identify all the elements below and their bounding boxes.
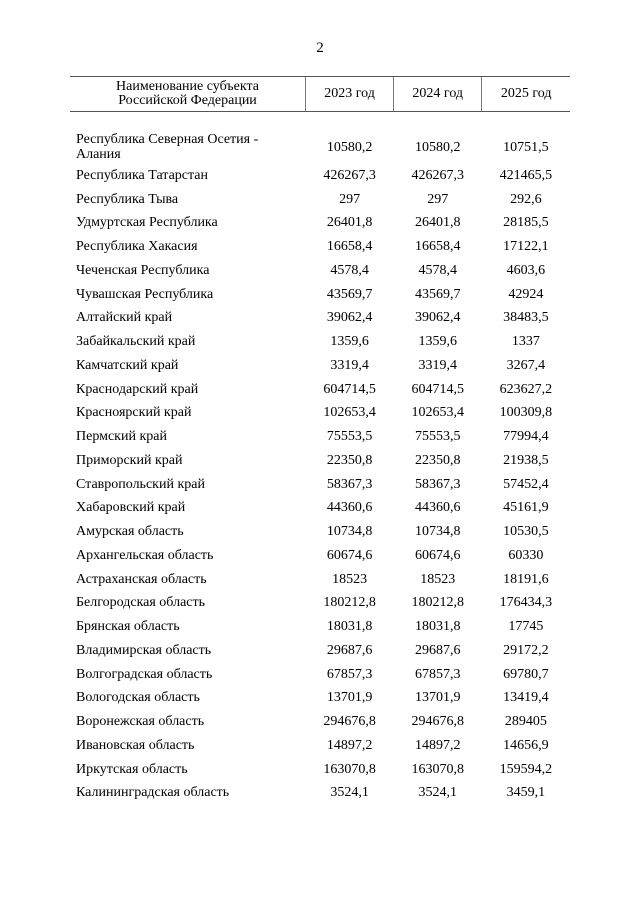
- row-value-2024: 26401,8: [414, 215, 461, 231]
- table-row: [70, 212, 570, 236]
- row-value-2025: 3459,1: [506, 785, 546, 801]
- row-subject-name: [70, 130, 306, 164]
- row-value-2024: 1359,6: [418, 334, 457, 350]
- row-subject-name: Республика Тыва: [76, 191, 179, 207]
- row-value-2025: 13419,4: [503, 690, 549, 706]
- table-row: [70, 402, 570, 426]
- row-subject-name: Ивановская область: [76, 737, 195, 753]
- row-value-2024: 75553,5: [414, 429, 461, 445]
- row-value-2024: 39062,4: [414, 310, 461, 326]
- row-value-2024: 44360,6: [414, 500, 461, 516]
- row-value-2025: 38483,5: [503, 310, 549, 326]
- row-subject-name: Чеченская Республика: [76, 262, 210, 278]
- row-subject-name: Краснодарский край: [76, 381, 199, 397]
- row-subject-line2: Алания: [76, 147, 121, 162]
- header-subject-line2: Российской Федерации: [118, 93, 257, 108]
- page-number: 2: [316, 40, 324, 56]
- table-row: [70, 544, 570, 568]
- row-value-2023: 44360,6: [326, 500, 373, 516]
- row-value-2023: 294676,8: [323, 714, 376, 730]
- table-row: [70, 307, 570, 331]
- row-value-2023: 43569,7: [326, 286, 373, 302]
- row-subject-name: Белгородская область: [76, 595, 206, 611]
- row-subject-name: Владимирская область: [76, 642, 212, 658]
- header-2023: 2023 год: [306, 77, 394, 112]
- row-value-2024: 3319,4: [418, 357, 457, 373]
- header-2025: 2025 год: [482, 77, 570, 112]
- row-value-2023: 3319,4: [330, 357, 369, 373]
- row-value-2023: 58367,3: [326, 476, 373, 492]
- row-value-2024: 163070,8: [411, 761, 464, 777]
- header-subject-name: [70, 77, 306, 112]
- row-value-2023: 3524,1: [330, 785, 369, 801]
- row-value-2025: 45161,9: [503, 500, 549, 516]
- table-row: [70, 687, 570, 711]
- row-value-2024: 22350,8: [414, 452, 461, 468]
- row-value-2024: 13701,9: [414, 690, 461, 706]
- row-value-2024: 604714,5: [411, 381, 464, 397]
- header-2024: 2024 год: [394, 77, 482, 112]
- row-subject-name: Брянская область: [76, 619, 180, 635]
- row-subject-name: Амурская область: [76, 524, 184, 540]
- row-value-2025: 159594,2: [499, 761, 553, 777]
- table-row: [70, 782, 570, 806]
- table-row: [70, 568, 570, 592]
- row-subject-name: Приморский край: [76, 452, 183, 468]
- table-spacer: [70, 112, 570, 131]
- row-value-2024: 102653,4: [411, 405, 464, 421]
- row-value-2024: 297: [427, 191, 449, 207]
- row-value-2023: 39062,4: [326, 310, 373, 326]
- row-subject-name: Камчатский край: [76, 357, 179, 373]
- row-subject-name: Пермский край: [76, 429, 167, 445]
- row-subject-name: Республика Хакасия: [76, 239, 198, 255]
- row-value-2025: 14656,9: [503, 737, 549, 753]
- row-value-2024: 3524,1: [418, 785, 457, 801]
- row-value-2025: 18191,6: [503, 571, 549, 587]
- table-row: [70, 425, 570, 449]
- row-value-2025: 21938,5: [503, 452, 549, 468]
- row-value-2024: 16658,4: [414, 239, 461, 255]
- row-subject-name: Забайкальский край: [76, 334, 196, 350]
- table-row: [70, 235, 570, 259]
- row-value-2024: 29687,6: [414, 642, 461, 658]
- table-row: [70, 615, 570, 639]
- row-subject-name: Алтайский край: [76, 310, 173, 326]
- table-row: [70, 473, 570, 497]
- row-value-2023: 4578,4: [330, 262, 369, 278]
- row-value-2025: 17122,1: [503, 239, 549, 255]
- row-value-2023: 426267,3: [323, 167, 376, 183]
- row-value-2025: 289405: [504, 714, 547, 730]
- row-value-2025: 1337: [511, 334, 540, 350]
- row-subject-name: Иркутская область: [76, 761, 188, 777]
- row-subject-name: Астраханская область: [76, 571, 207, 587]
- row-value-2023: 604714,5: [323, 381, 376, 397]
- row-value-2025: 100309,8: [499, 405, 553, 421]
- row-value-2023: 18031,8: [326, 619, 373, 635]
- table-row: [70, 710, 570, 734]
- row-value-2023: 16658,4: [326, 239, 373, 255]
- row-value-2023: 29687,6: [326, 642, 373, 658]
- row-value-2025: 42924: [508, 286, 544, 302]
- row-value-2025: 4603,6: [506, 262, 546, 278]
- row-value-2024: 10580,2: [414, 139, 461, 155]
- row-value-2023: 60674,6: [326, 547, 373, 563]
- table-row: [70, 283, 570, 307]
- row-value-2025: 292,6: [510, 191, 542, 207]
- row-value-2024: 14897,2: [414, 737, 461, 753]
- row-value-2024: 426267,3: [411, 167, 464, 183]
- row-subject-name: Архангельская область: [76, 547, 214, 563]
- table-row: [70, 663, 570, 687]
- row-value-2025: 28185,5: [503, 215, 549, 231]
- row-subject-name: Ставропольский край: [76, 476, 205, 492]
- row-value-2023: 297: [339, 191, 361, 207]
- row-value-2025: 60330: [508, 547, 544, 563]
- table-row: [70, 259, 570, 283]
- table-row: [70, 592, 570, 616]
- row-value-2025: 77994,4: [503, 429, 549, 445]
- row-value-2023: 163070,8: [323, 761, 376, 777]
- table-row: [70, 130, 570, 164]
- table-row: [70, 164, 570, 188]
- row-value-2024: 18523: [420, 571, 456, 587]
- row-value-2025: 69780,7: [503, 666, 549, 682]
- row-value-2023: 102653,4: [323, 405, 376, 421]
- row-subject-name: Хабаровский край: [76, 500, 186, 516]
- row-subject-name: Удмуртская Республика: [76, 215, 218, 231]
- row-value-2024: 4578,4: [418, 262, 457, 278]
- row-value-2023: 10734,8: [326, 524, 373, 540]
- row-value-2023: 10580,2: [326, 139, 373, 155]
- row-value-2024: 60674,6: [414, 547, 461, 563]
- row-value-2023: 26401,8: [326, 215, 373, 231]
- row-subject-name: Красноярский край: [76, 405, 192, 421]
- row-value-2023: 13701,9: [326, 690, 373, 706]
- row-subject-name: Воронежская область: [76, 714, 205, 730]
- row-subject-name: Чувашская Республика: [76, 286, 214, 302]
- table-header-row: [70, 77, 570, 112]
- row-value-2025: 57452,4: [503, 476, 549, 492]
- row-value-2025: 421465,5: [499, 167, 553, 183]
- table-row: [70, 734, 570, 758]
- row-value-2025: 10530,5: [503, 524, 549, 540]
- row-subject-name: Калининградская область: [76, 785, 230, 801]
- table-row: [70, 449, 570, 473]
- table-row: [70, 639, 570, 663]
- table-row: [70, 758, 570, 782]
- row-value-2024: 58367,3: [414, 476, 461, 492]
- table-row: [70, 354, 570, 378]
- row-value-2023: 180212,8: [323, 595, 376, 611]
- row-value-2025: 3267,4: [506, 357, 546, 373]
- row-value-2024: 294676,8: [411, 714, 464, 730]
- row-value-2023: 22350,8: [326, 452, 373, 468]
- table-row: [70, 378, 570, 402]
- row-subject-name: Республика Татарстан: [76, 167, 209, 183]
- row-value-2025: 623627,2: [499, 381, 553, 397]
- row-value-2024: 10734,8: [414, 524, 461, 540]
- row-value-2025: 176434,3: [499, 595, 553, 611]
- row-value-2023: 1359,6: [330, 334, 369, 350]
- table-row: [70, 520, 570, 544]
- data-table: [70, 76, 570, 805]
- row-value-2024: 18031,8: [414, 619, 461, 635]
- row-value-2023: 14897,2: [326, 737, 373, 753]
- row-value-2023: 18523: [332, 571, 368, 587]
- row-value-2025: 17745: [508, 619, 544, 635]
- row-value-2025: 29172,2: [503, 642, 549, 658]
- row-value-2024: 180212,8: [411, 595, 464, 611]
- table-row: [70, 497, 570, 521]
- table-row: [70, 188, 570, 212]
- row-subject-line1: Республика Северная Осетия -: [76, 132, 259, 147]
- row-value-2023: 67857,3: [326, 666, 373, 682]
- row-value-2024: 67857,3: [414, 666, 461, 682]
- row-value-2025: 10751,5: [503, 139, 549, 155]
- table-row: [70, 330, 570, 354]
- row-subject-name: Волгоградская область: [76, 666, 213, 682]
- header-subject-line1: Наименование субъекта: [116, 79, 259, 94]
- row-value-2024: 43569,7: [414, 286, 461, 302]
- row-subject-name: Вологодская область: [76, 690, 200, 706]
- row-value-2023: 75553,5: [326, 429, 373, 445]
